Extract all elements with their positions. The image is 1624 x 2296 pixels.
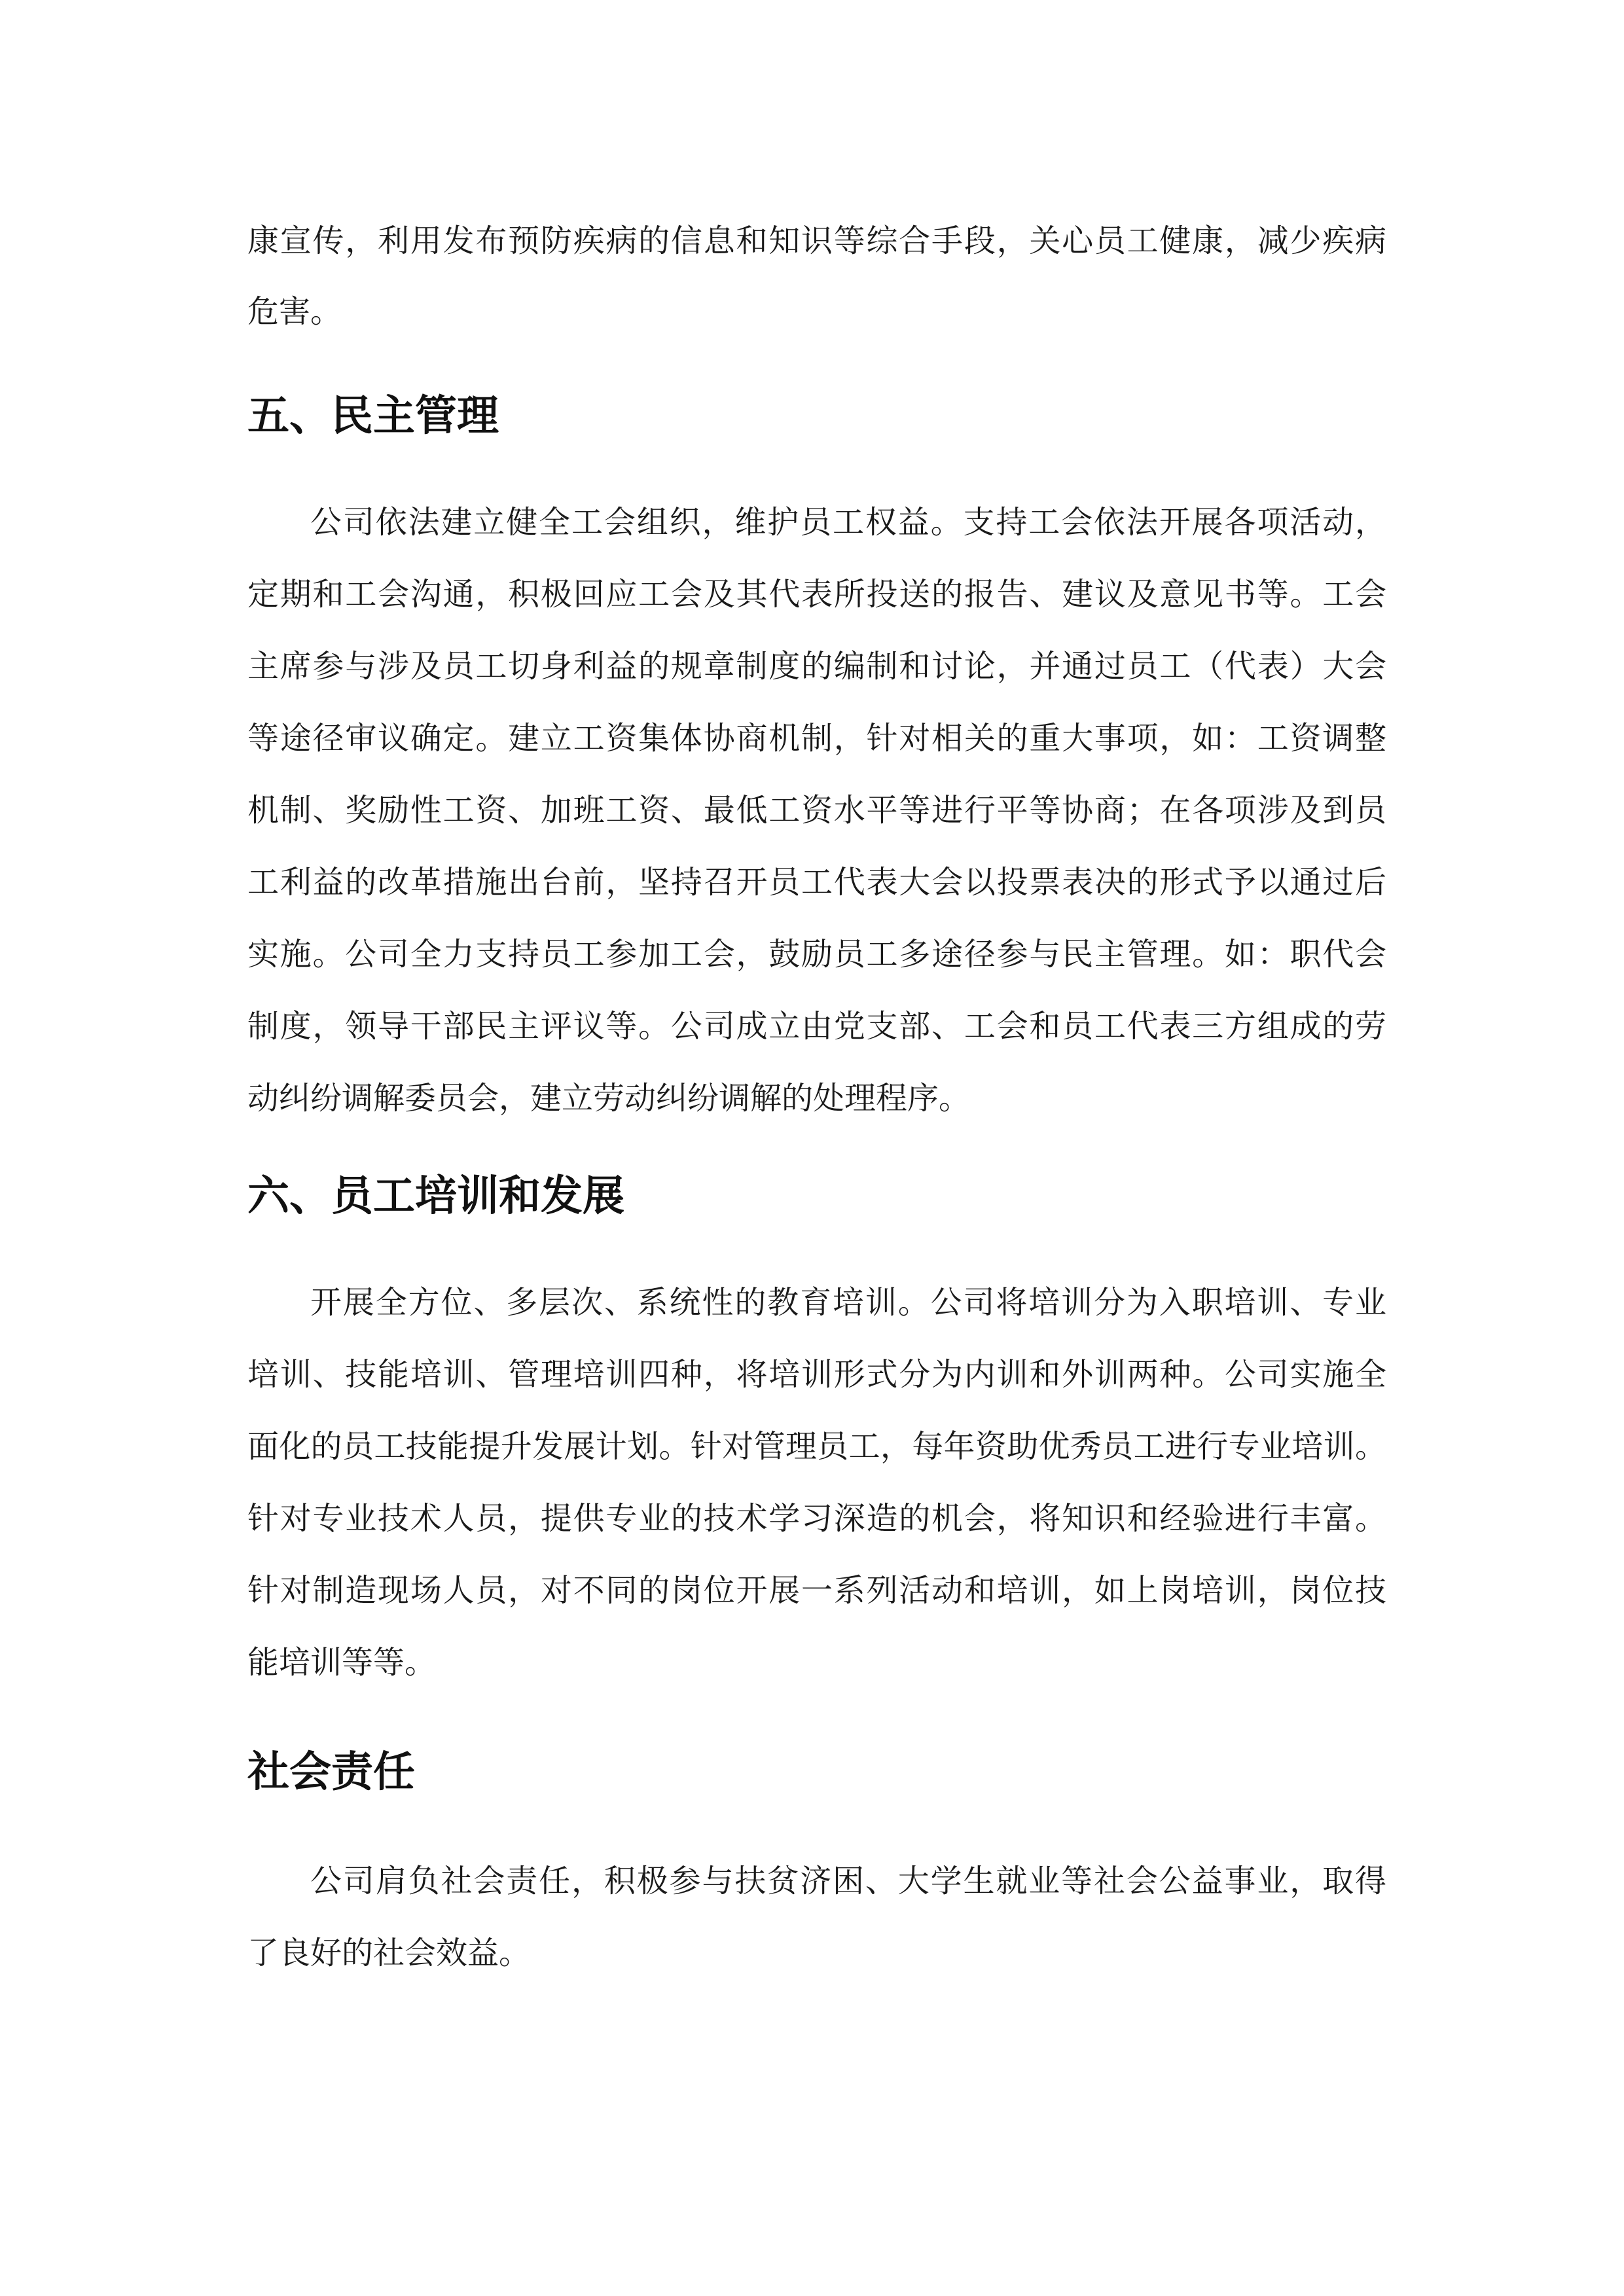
- section-heading-democratic-management: 五、民主管理: [247, 392, 499, 440]
- section-heading-training-development: 六、员工培训和发展: [247, 1172, 624, 1221]
- section-heading-social-responsibility: 社会责任: [247, 1748, 415, 1797]
- section5-line-9: 动纠纷调解委员会，建立劳动纠纷调解的处理程序。: [247, 1080, 971, 1117]
- section5-line-1: 公司依法建立健全工会组织，维护员工权益。支持工会依法开展各项活动，: [310, 504, 1386, 541]
- section5-line-2: 定期和工会沟通，积极回应工会及其代表所投送的报告、建议及意见书等。工会: [247, 576, 1386, 613]
- section6-line-6: 能培训等等。: [247, 1644, 437, 1681]
- section6-line-5: 针对制造现场人员，对不同的岗位开展一系列活动和培训，如上岗培训，岗位技: [247, 1572, 1386, 1609]
- social-line-2: 了良好的社会效益。: [247, 1935, 531, 1971]
- section6-line-2: 培训、技能培训、管理培训四种，将培训形式分为内训和外训两种。公司实施全: [247, 1356, 1386, 1393]
- intro-line-1: 康宣传，利用发布预防疾病的信息和知识等综合手段，关心员工健康，减少疾病: [247, 223, 1386, 259]
- section6-line-3: 面化的员工技能提升发展计划。针对管理员工，每年资助优秀员工进行专业培训。: [247, 1428, 1386, 1465]
- section5-line-6: 工利益的改革措施出台前，坚持召开员工代表大会以投票表决的形式予以通过后: [247, 864, 1386, 901]
- section5-line-8: 制度，领导干部民主评议等。公司成立由党支部、工会和员工代表三方组成的劳: [247, 1008, 1386, 1045]
- social-line-1: 公司肩负社会责任，积极参与扶贫济困、大学生就业等社会公益事业，取得: [310, 1863, 1386, 1899]
- section6-line-4: 针对专业技术人员，提供专业的技术学习深造的机会，将知识和经验进行丰富。: [247, 1500, 1386, 1537]
- section5-line-3: 主席参与涉及员工切身利益的规章制度的编制和讨论，并通过员工（代表）大会: [247, 648, 1386, 685]
- section5-line-4: 等途径审议确定。建立工资集体协商机制，针对相关的重大事项，如：工资调整: [247, 720, 1386, 757]
- section5-line-5: 机制、奖励性工资、加班工资、最低工资水平等进行平等协商；在各项涉及到员: [247, 792, 1386, 829]
- section5-line-7: 实施。公司全力支持员工参加工会，鼓励员工多途径参与民主管理。如：职代会: [247, 936, 1386, 973]
- section6-line-1: 开展全方位、多层次、系统性的教育培训。公司将培训分为入职培训、专业: [310, 1284, 1386, 1321]
- intro-line-2: 危害。: [247, 293, 342, 330]
